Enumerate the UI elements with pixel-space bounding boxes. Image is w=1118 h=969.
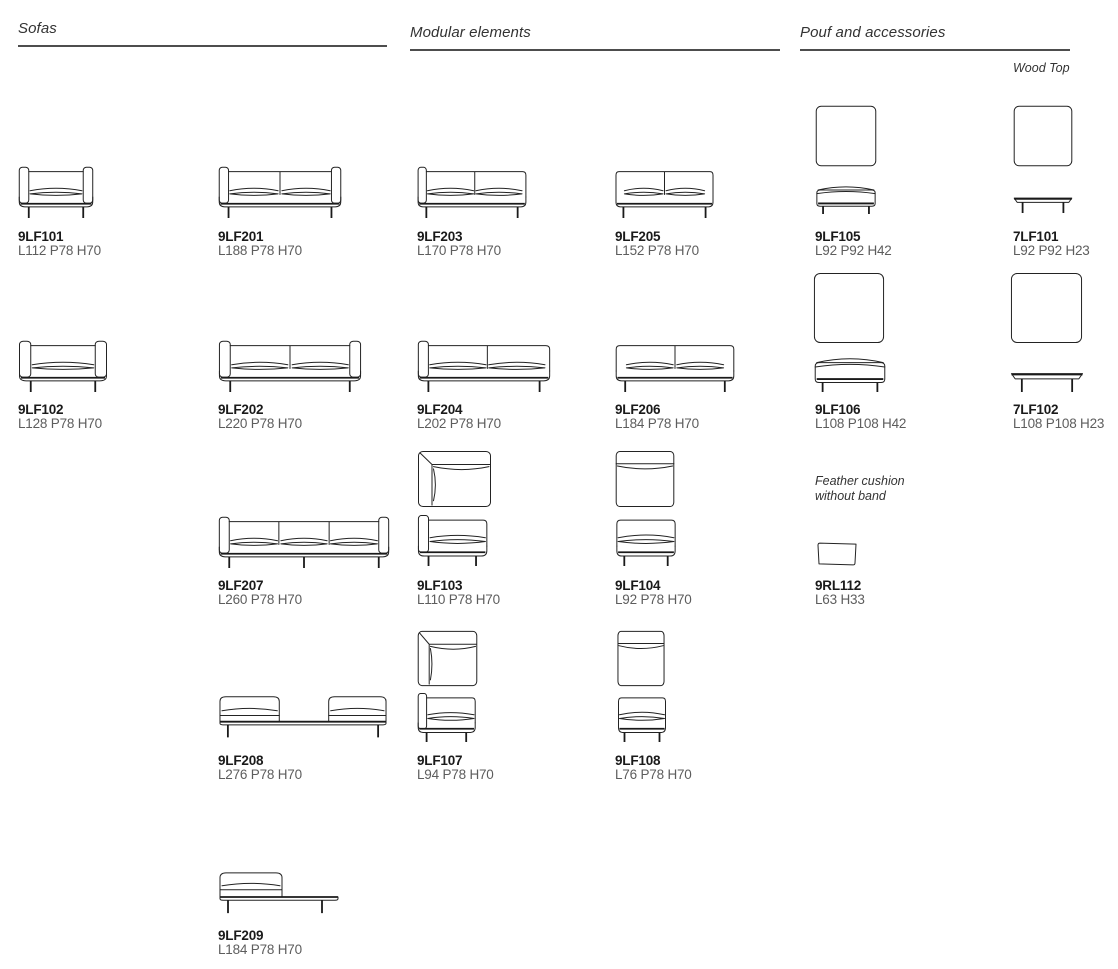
- armchair-front-drawing: [18, 340, 108, 392]
- product-code: 9LF101: [18, 229, 64, 244]
- armchair-front-drawing: [18, 166, 94, 218]
- armless-module-front-view-drawing: [617, 692, 667, 742]
- left-arm-sofa-front-drawing: [417, 166, 527, 218]
- product-code: 9LF207: [218, 578, 264, 593]
- product-code: 9LF102: [18, 402, 64, 417]
- feather-cushion-drawing: [815, 540, 859, 567]
- product-label: [218, 230, 302, 258]
- product-code: 9LF107: [417, 753, 463, 768]
- product-dims: L128 P78 H70: [18, 416, 102, 431]
- product-code: 9LF208: [218, 753, 264, 768]
- product-label: [815, 579, 865, 607]
- section-title-pouf-accessories: Pouf and accessories: [800, 24, 946, 41]
- wood-top-top-view-drawing: [1010, 272, 1083, 344]
- product-dims: L184 P78 H70: [615, 416, 699, 431]
- armless-module-front-view-drawing: [615, 514, 677, 566]
- product-dims: L63 H33: [815, 592, 865, 607]
- product-label: [218, 754, 302, 782]
- pouf-front-view-drawing: [813, 354, 887, 392]
- corner-module-top-view-drawing: [417, 630, 478, 687]
- two-seat-sofa-front-drawing: [218, 166, 342, 218]
- product-dims: L202 P78 H70: [417, 416, 501, 431]
- product-label: [615, 403, 699, 431]
- product-code: 7LF102: [1013, 402, 1059, 417]
- product-label: [18, 403, 102, 431]
- product-dims: L112 P78 H70: [18, 243, 101, 258]
- product-dims: L76 P78 H70: [615, 767, 692, 782]
- product-dims: L108 P108 H42: [815, 416, 907, 431]
- product-code: 9LF203: [417, 229, 463, 244]
- armless-sofa-front-drawing: [615, 340, 735, 392]
- section-rule-pouf-accessories: [800, 49, 1070, 51]
- product-label: [1013, 403, 1104, 431]
- product-dims: L220 P78 H70: [218, 416, 302, 431]
- section-title-sofas: Sofas: [18, 20, 57, 37]
- product-code: 9RL112: [815, 578, 862, 593]
- product-dims: L152 P78 H70: [615, 243, 699, 258]
- product-label: [417, 230, 501, 258]
- wood-top-column-label: Wood Top: [1013, 61, 1070, 75]
- two-seat-sofa-front-drawing: [218, 340, 362, 392]
- wood-top-front-view-drawing: [1013, 196, 1073, 213]
- product-dims: L92 P92 H23: [1013, 243, 1090, 258]
- product-label: [218, 403, 302, 431]
- product-code: 9LF209: [218, 928, 264, 943]
- product-label: [615, 754, 692, 782]
- product-label: [815, 230, 892, 258]
- feather-cushion-note: [815, 474, 905, 504]
- product-dims: L170 P78 H70: [417, 243, 501, 258]
- product-label: [1013, 230, 1090, 258]
- product-label: [615, 579, 692, 607]
- product-dims: L92 P78 H70: [615, 592, 692, 607]
- section-title-modular-elements: Modular elements: [410, 24, 531, 41]
- platform-sofa-two-seats-drawing: [218, 692, 388, 742]
- armless-module-top-view-drawing: [615, 450, 675, 508]
- feather-cushion-note-line1: Feather cushion: [815, 474, 905, 488]
- product-dims: L92 P92 H42: [815, 243, 892, 258]
- corner-module-top-view-drawing: [417, 450, 492, 508]
- product-label: [218, 929, 302, 957]
- platform-sofa-one-seat-drawing: [218, 868, 340, 918]
- three-seat-sofa-front-drawing: [218, 516, 390, 568]
- product-code: 9LF205: [615, 229, 661, 244]
- product-dims: L188 P78 H70: [218, 243, 302, 258]
- pouf-top-view-drawing: [815, 105, 877, 167]
- armless-sofa-front-drawing: [615, 166, 714, 218]
- product-code: 9LF202: [218, 402, 264, 417]
- product-code: 9LF105: [815, 229, 861, 244]
- product-code: 7LF101: [1013, 229, 1059, 244]
- product-code: 9LF103: [417, 578, 463, 593]
- product-code: 9LF108: [615, 753, 661, 768]
- product-label: [18, 230, 101, 258]
- feather-cushion-note-line2: without band: [815, 489, 886, 503]
- pouf-front-view-drawing: [815, 183, 877, 214]
- product-label: [218, 579, 302, 607]
- left-arm-sofa-front-drawing: [417, 340, 551, 392]
- product-label: [417, 754, 494, 782]
- section-rule-modular-elements: [410, 49, 780, 51]
- armless-module-top-view-drawing: [617, 630, 665, 687]
- product-code: 9LF204: [417, 402, 463, 417]
- product-code: 9LF104: [615, 578, 661, 593]
- corner-module-front-view-drawing: [417, 514, 489, 566]
- product-label: [615, 230, 699, 258]
- product-dims: L108 P108 H23: [1013, 416, 1105, 431]
- product-label: [815, 403, 906, 431]
- product-dims: L184 P78 H70: [218, 942, 302, 957]
- wood-top-front-view-drawing: [1010, 371, 1084, 392]
- product-code: 9LF206: [615, 402, 661, 417]
- pouf-top-view-drawing: [813, 272, 885, 344]
- product-dims: L110 P78 H70: [417, 592, 500, 607]
- corner-module-front-view-drawing: [417, 692, 477, 742]
- product-dims: L94 P78 H70: [417, 767, 494, 782]
- section-rule-sofas: [18, 45, 387, 47]
- product-label: [417, 579, 500, 607]
- product-label: [417, 403, 501, 431]
- product-code: 9LF106: [815, 402, 861, 417]
- product-dims: L260 P78 H70: [218, 592, 302, 607]
- wood-top-top-view-drawing: [1013, 105, 1073, 167]
- product-dims: L276 P78 H70: [218, 767, 302, 782]
- product-code: 9LF201: [218, 229, 264, 244]
